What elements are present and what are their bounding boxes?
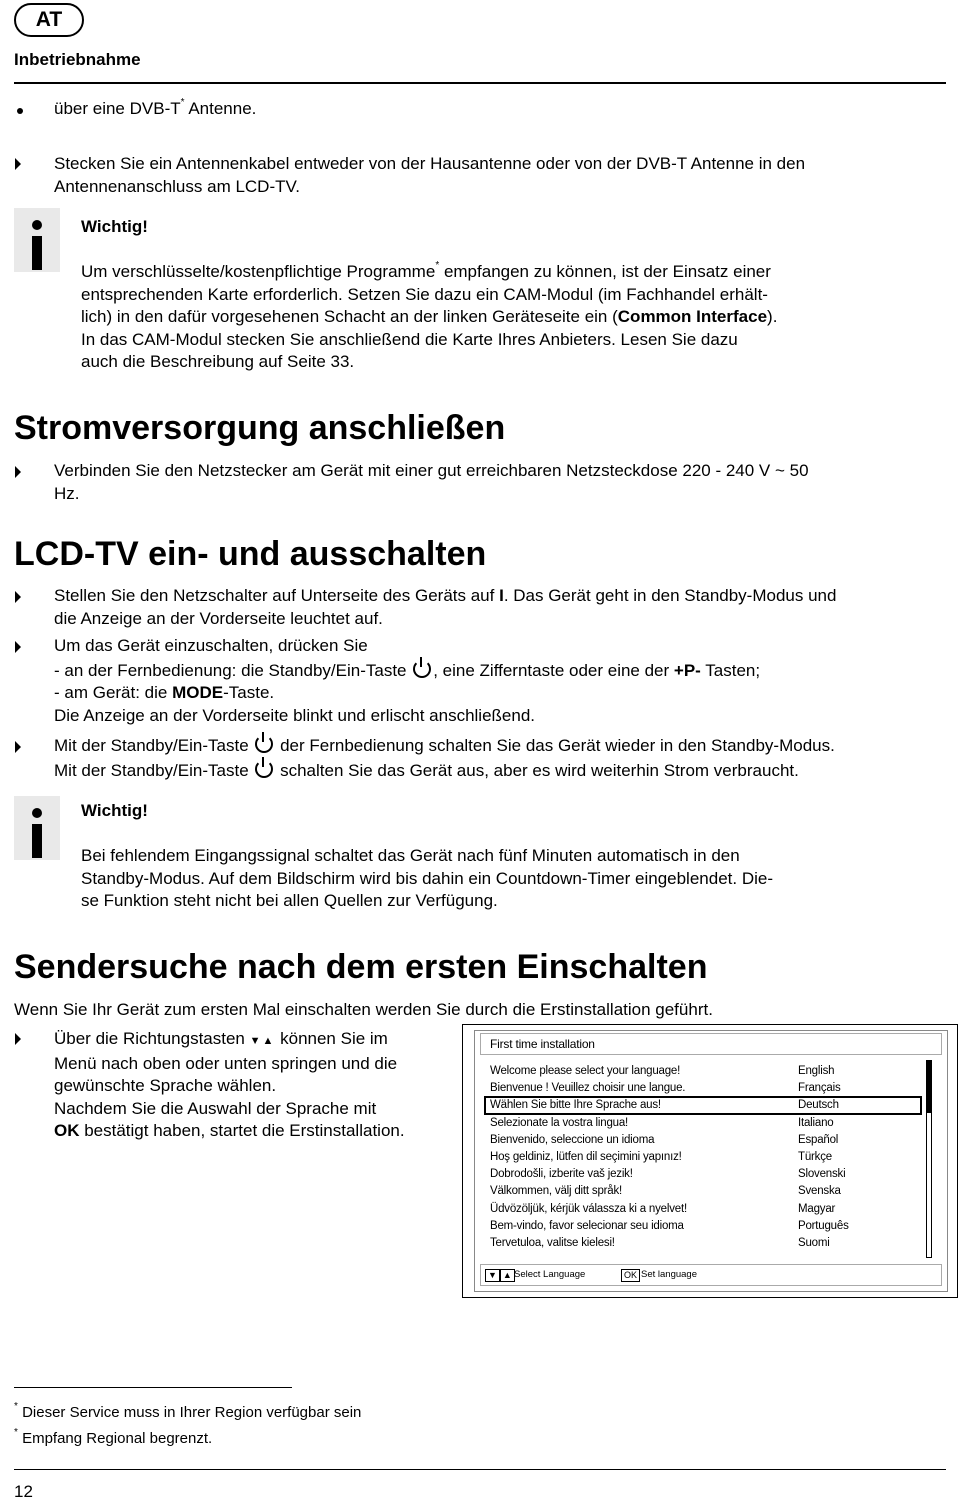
arrow-bullet-icon: [15, 158, 21, 170]
footer-set-label: Set language: [641, 1269, 697, 1280]
footnote: * Empfang Regional begrenzt.: [14, 1427, 213, 1447]
arrow-bullet-icon: [15, 1033, 21, 1045]
footnote-divider: [14, 1387, 292, 1388]
language-option[interactable]: English: [798, 1065, 835, 1077]
language-prompt[interactable]: Dobrodošli, izberite vaš jezik!: [490, 1168, 633, 1181]
language-prompt[interactable]: Selezionate la vostra lingua!: [490, 1116, 629, 1129]
ok-key-icon: OK: [621, 1269, 640, 1282]
power-step: Verbinden Sie den Netzstecker am Gerät mit einer gut erreichbaren Netzsteckdose 220 - 240 V ~ 50 Hz.: [54, 461, 809, 503]
onoff-step-2: Um das Gerät einzuschalten, drücken Sie - an der Fernbedienung: die Standby/Ein-Taste , eine Zifferntaste oder eine der +P- Tasten; - am Gerät: die MODE-Taste. Die Anzeige an der Vorderseite blinkt und erlischt anschließend.: [54, 636, 761, 725]
language-selection-highlight: [484, 1096, 922, 1115]
direction-keys-icon: ▼▲: [249, 1035, 276, 1047]
bullet-dot: [17, 108, 23, 114]
heading-onoff: LCD-TV ein- und ausschalten: [14, 535, 487, 573]
arrow-bullet-icon: [15, 466, 21, 478]
search-step: Über die Richtungstasten ▼▲ können Sie im Menü nach oben oder unten springen und die gewünschte Sprache wählen. Nachdem Sie die Auswahl der Sprache mit OK bestätigt haben, startet die Erstinstallation.: [54, 1029, 405, 1140]
arrow-bullet-icon: [15, 741, 21, 753]
navigate-keys-icon: ▼ ▲: [485, 1269, 515, 1282]
language-option[interactable]: Français: [798, 1082, 841, 1095]
onoff-step-1: Stellen Sie den Netzschalter auf Unterseite des Geräts auf I. Das Gerät geht in den Standby-Modus und die Anzeige an der Vorderseite leuchtet auf.: [54, 586, 837, 628]
info-icon: [14, 796, 60, 860]
language-option[interactable]: Suomi: [798, 1237, 830, 1249]
language-prompt[interactable]: Bienvenue ! Veuillez choisir une langue.: [490, 1082, 686, 1095]
language-option[interactable]: Português: [798, 1219, 849, 1232]
scrollbar-thumb[interactable]: [927, 1061, 931, 1113]
arrow-bullet-icon: [15, 641, 21, 653]
language-option[interactable]: Deutsch: [798, 1099, 839, 1112]
tv-menu-footer: [480, 1264, 942, 1286]
language-option[interactable]: Slovenski: [798, 1168, 846, 1181]
search-intro: Wenn Sie Ihr Gerät zum ersten Mal einschalten werden Sie durch die Erstinstallation geführt.: [14, 1000, 713, 1019]
language-option[interactable]: Español: [798, 1133, 839, 1146]
language-option[interactable]: Türkçe: [798, 1151, 832, 1163]
footnotes: [14, 1402, 361, 1450]
country-badge: AT: [14, 3, 84, 37]
info-icon: [14, 208, 60, 272]
language-prompt[interactable]: Welcome please select your language!: [490, 1065, 681, 1077]
language-prompt[interactable]: Bienvenido, seleccione un idioma: [490, 1133, 655, 1146]
language-prompt[interactable]: Bem-vindo, favor selecionar seu idioma: [490, 1219, 684, 1232]
footnote: * Dieser Service muss in Ihrer Region verfügbar sein: [14, 1401, 362, 1421]
language-option[interactable]: Svenska: [798, 1185, 841, 1198]
footer-divider: [14, 1469, 946, 1470]
footer-select-label: Select Language: [514, 1269, 586, 1280]
language-option[interactable]: Italiano: [798, 1116, 834, 1129]
onoff-step-3: Mit der Standby/Ein-Taste der Fernbedienung schalten Sie das Gerät wieder in den Standby-Modus. Mit der Standby/Ein-Taste schalten Sie das Gerät aus, aber es wird weiterhin Strom verbraucht.: [54, 736, 835, 780]
heading-channel-search: Sendersuche nach dem ersten Einschalten: [14, 948, 708, 986]
language-prompt[interactable]: Wählen Sie bitte Ihre Sprache aus!: [490, 1099, 661, 1112]
section-title: Inbetriebnahme: [14, 50, 141, 69]
language-prompt[interactable]: Üdvözöljük, kérjük válassza ki a nyelvet!: [490, 1202, 687, 1215]
arrow-bullet-icon: [15, 591, 21, 603]
language-prompt[interactable]: Tervetuloa, valitse kielesi!: [490, 1237, 615, 1249]
heading-power: Stromversorgung anschließen: [14, 409, 506, 447]
intro-bullet: über eine DVB-T* Antenne.: [54, 97, 257, 118]
language-prompt[interactable]: Välkommen, välj ditt språk!: [490, 1185, 623, 1198]
note-body: Bei fehlendem Eingangssignal schaltet das Gerät nach fünf Minuten automatisch in den Standby-Modus. Auf dem Bildschirm wird bis dahin ein Countdown-Timer eingeblendet. Die- se Funktion steht nicht bei allen Quellen zur Verfügung.: [81, 846, 773, 910]
antenna-step: Stecken Sie ein Antennenkabel entweder von der Hausantenne oder von der DVB-T Antenne in den Antennenanschluss am LCD-TV.: [54, 154, 806, 196]
note-title: Wichtig!: [81, 217, 148, 236]
language-option[interactable]: Magyar: [798, 1202, 836, 1215]
note-body: Um verschlüsselte/kostenpflichtige Programme* empfangen zu können, ist der Einsatz einer entsprechenden Karte erforderlich. Setzen Sie dazu ein CAM-Modul (im Fachhandel erhält- lich) in den dafür vorgesehenen Schacht an der linken Geräteseite ein (Common Interface). In das CAM-Modul stecken Sie anschließend die Karte Ihres Anbieters. Lesen Sie dazu auch die Beschreibung auf Seite 33.: [81, 260, 778, 371]
tv-menu-title: First time installation: [480, 1033, 942, 1055]
page-number: 12: [14, 1482, 33, 1501]
power-icon: [255, 735, 273, 753]
power-icon: [255, 760, 273, 778]
header-divider: [14, 82, 946, 84]
note-title: Wichtig!: [81, 801, 148, 820]
language-prompt[interactable]: Hoş geldiniz, lütfen dil seçimini yapınız!: [490, 1151, 682, 1163]
power-icon: [413, 660, 431, 678]
